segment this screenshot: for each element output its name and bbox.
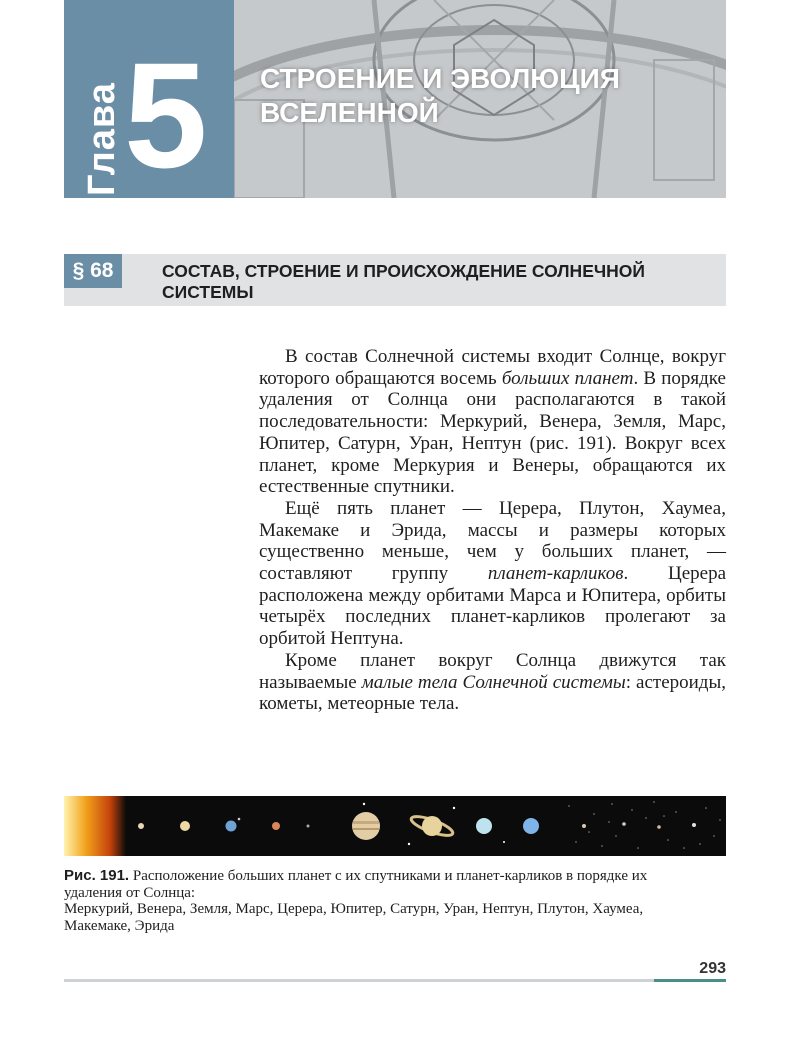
pluto <box>582 824 586 828</box>
section-header <box>64 254 726 306</box>
mars <box>272 822 280 830</box>
paragraph-3-text-b: : астероиды, кометы, метеорные тела. <box>259 671 726 715</box>
paragraph-3-text-a: Кроме планет вокруг Солнца движутся так называемые <box>259 649 726 693</box>
eris <box>692 823 696 827</box>
solar-system-illustration <box>64 796 726 856</box>
chapter-title: СТРОЕНИЕ И ЭВОЛЮЦИЯ ВСЕЛЕННОЙ <box>260 63 620 128</box>
venus <box>180 821 190 831</box>
paragraph-2-text-b: . Церера расположена между орбитами Марса и Юпитера, орбиты четырёх последних планет-карликов пролегают за орбитой Нептуна. <box>259 563 726 650</box>
figure-caption <box>64 868 704 934</box>
section-title: СОСТАВ, СТРОЕНИЕ И ПРОИСХОЖДЕНИЕ СОЛНЕЧНОЙ СИСТЕМЫ <box>162 261 645 302</box>
paragraph-1-text-a: В состав Солнечной системы входит Солнце, вокруг которого обращаются восемь <box>259 346 726 389</box>
jupiter <box>352 812 380 840</box>
paragraph-1-text-b: . В порядке удаления от Солнца они располагаются в такой последовательности: Меркурий, Венера, Земля, Марс, Юпитер, Сатурн, Уран, Нептун (рис. 191). Вокруг всех планет, кроме Меркурия и Венеры, обращаются их естественные спутники. <box>259 367 726 498</box>
body-text <box>259 346 726 715</box>
chapter-block <box>64 0 234 198</box>
saturn <box>422 816 442 836</box>
paragraph-1 <box>259 346 726 498</box>
page-number: 293 <box>699 960 726 977</box>
chapter-number: 5 <box>124 31 208 198</box>
paragraph-2-term: планет-карликов <box>487 563 624 585</box>
sun <box>64 796 126 856</box>
ceres <box>307 825 310 828</box>
paragraph-3-term: малые тела Солнечной системы <box>361 671 626 693</box>
neptune <box>523 818 539 834</box>
mercury <box>138 823 144 829</box>
chapter-banner <box>64 0 726 198</box>
figure-label: Рис. 191. <box>64 867 130 884</box>
footer-rule <box>64 979 654 982</box>
section-number: § 68 <box>64 254 122 288</box>
haumea <box>622 822 626 826</box>
uranus <box>476 818 492 834</box>
paragraph-1-term: больших планет <box>501 367 634 389</box>
earth <box>226 821 237 832</box>
figure-caption-line-1: Расположение больших планет с их спутниками и планет-карликов в порядке их удаления от Солнца: <box>64 868 648 901</box>
footer-accent <box>654 979 726 982</box>
paragraph-3 <box>259 650 726 715</box>
kuiper-belt <box>568 801 721 849</box>
figure-caption-line-2: Меркурий, Венера, Земля, Марс, Церера, Юпитер, Сатурн, Уран, Нептун, Плутон, Хаумеа, Макемаке, Эрида <box>64 901 644 934</box>
paragraph-2-text-a: Ещё пять планет — Церера, Плутон, Хаумеа, Макемаке и Эрида, массы и размеры которых существенно меньше, чем у больших планет, — составляют группу <box>259 497 726 585</box>
paragraph-2 <box>259 498 726 650</box>
chapter-word: Глава <box>81 82 123 196</box>
moon <box>238 818 241 821</box>
makemake <box>657 825 661 829</box>
solar-system-figure <box>64 796 726 856</box>
